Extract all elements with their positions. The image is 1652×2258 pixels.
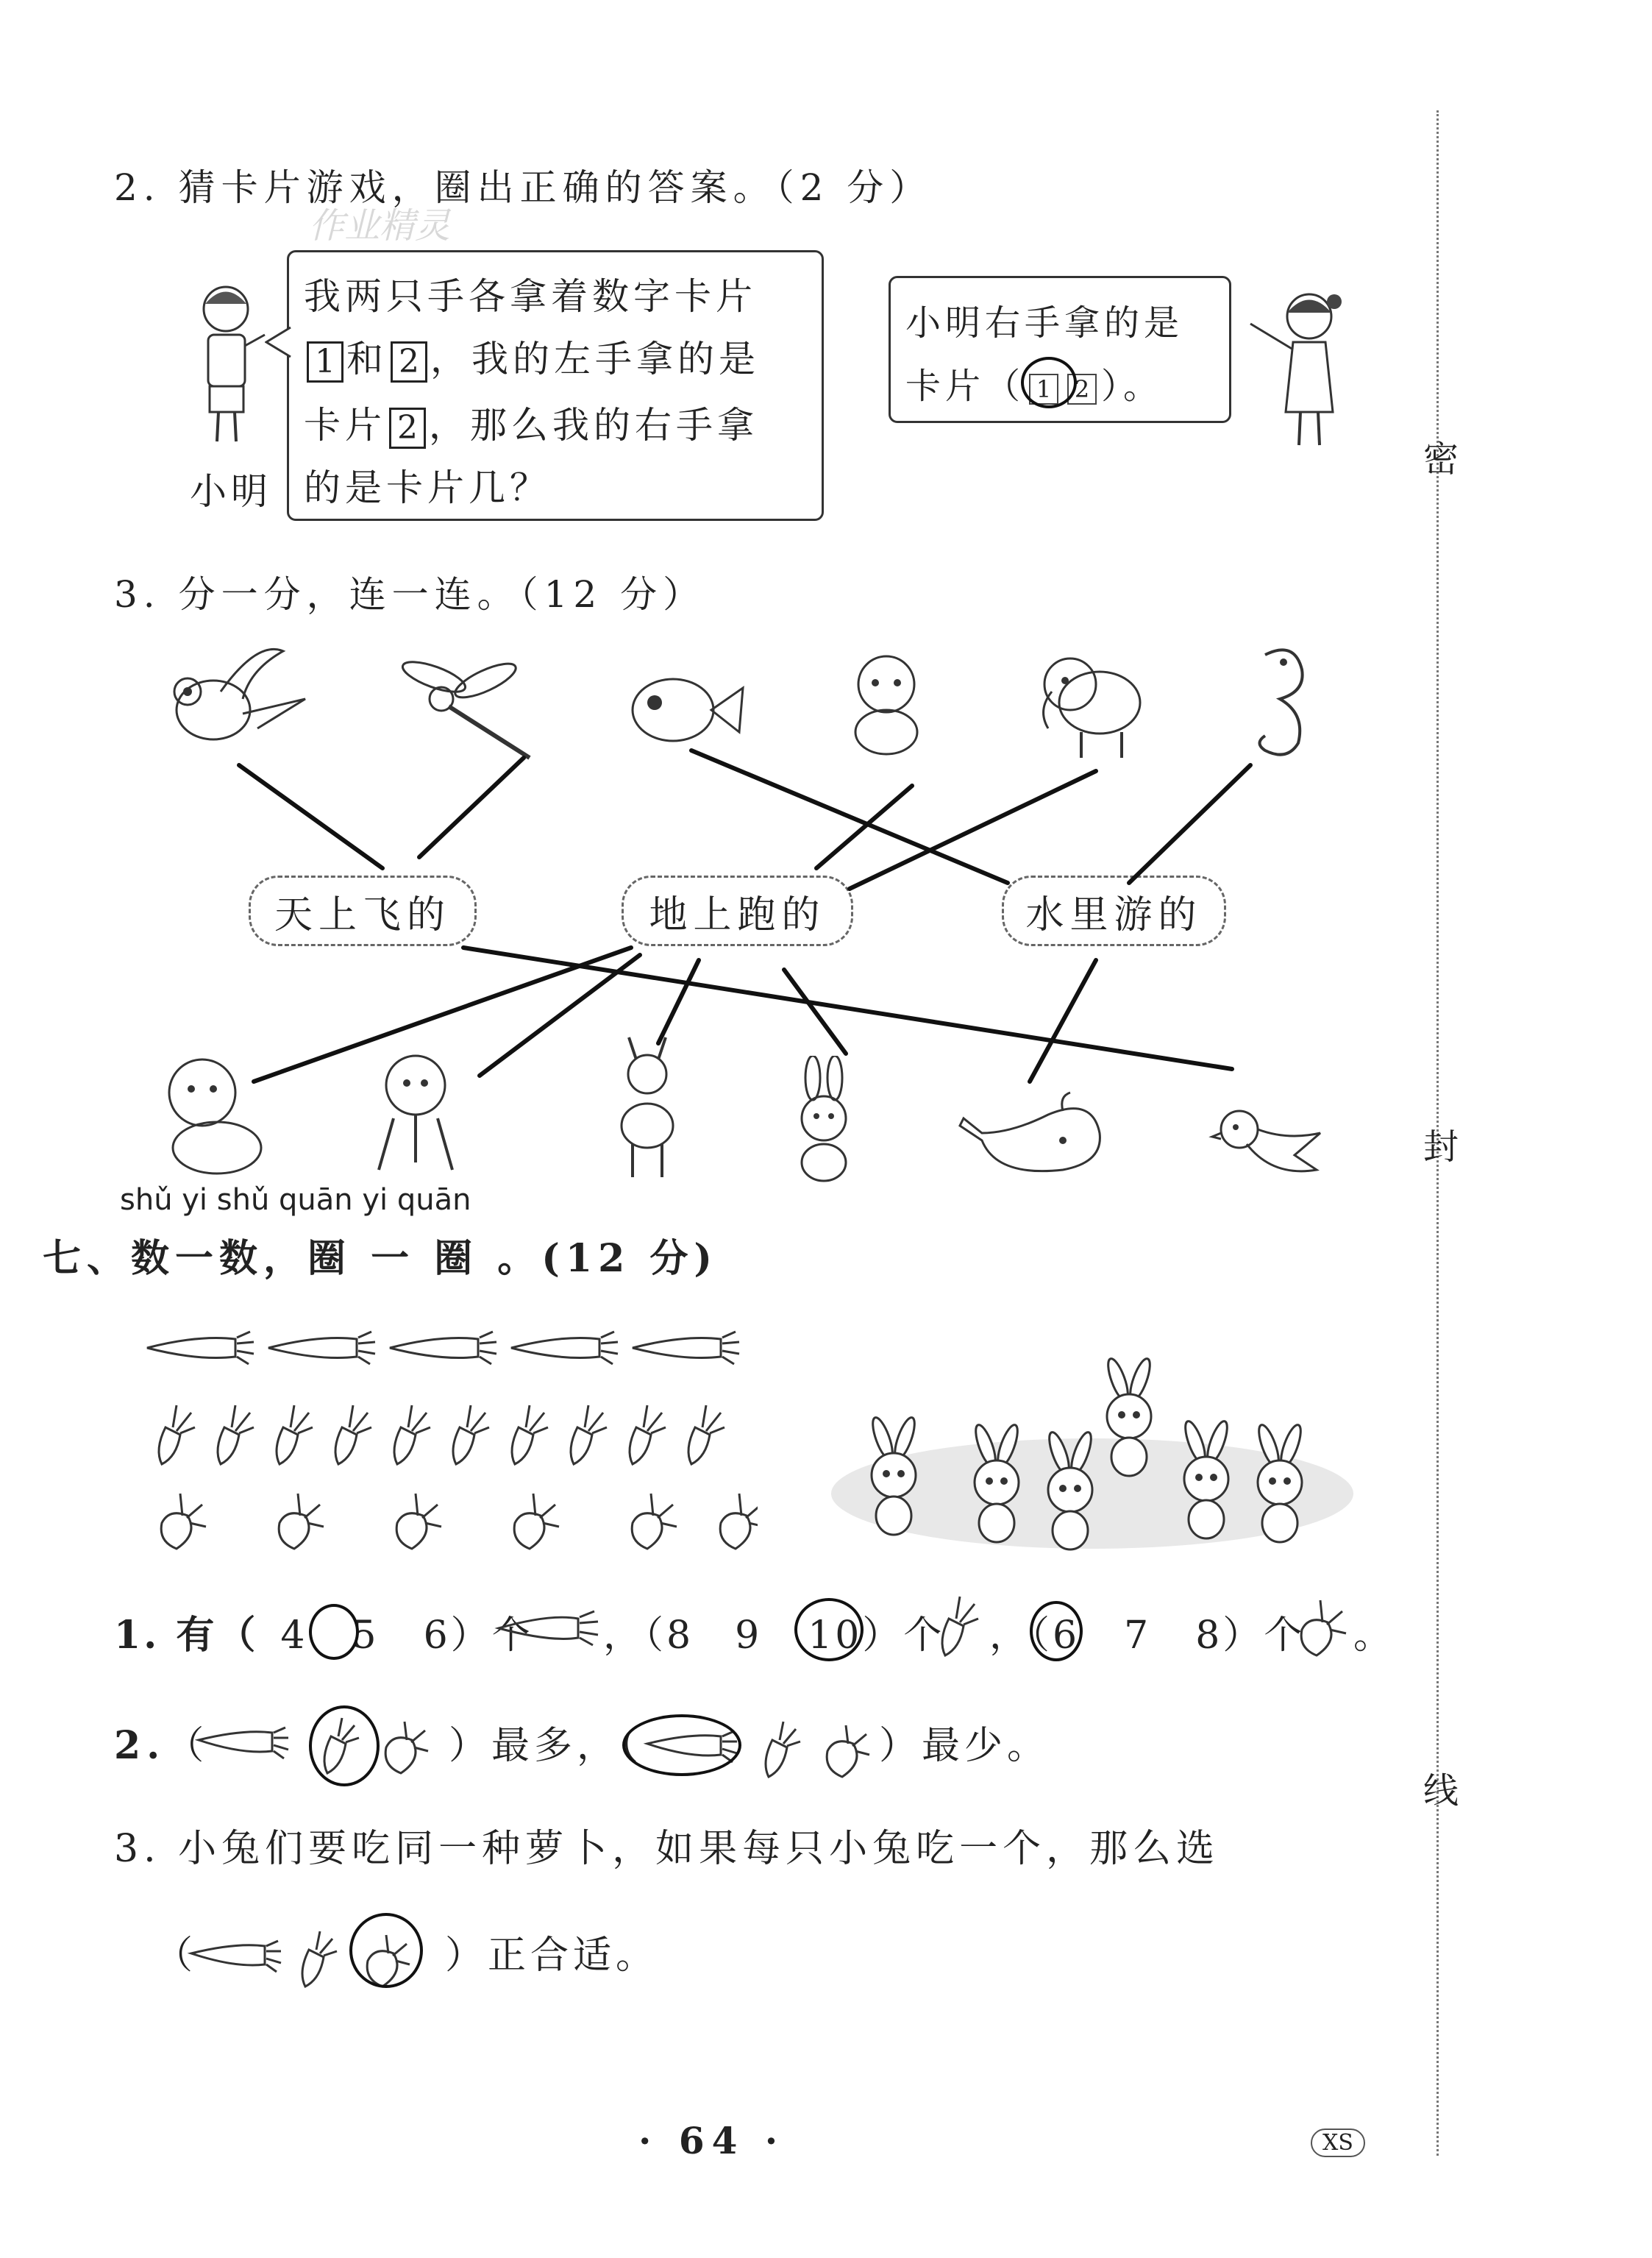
line-tiger-land: [816, 786, 912, 868]
category-water: 水里游的: [1002, 876, 1226, 946]
circle-most: [309, 1705, 380, 1786]
footer-tag: XS: [1311, 2129, 1365, 2157]
slim-carrot-6: [453, 1405, 489, 1464]
line-seahorse-water: [1129, 765, 1250, 883]
boy-line-2: 1 和 2 ，我的左手拿的是: [304, 330, 760, 383]
circle-least: [622, 1714, 741, 1776]
long-carrot-1: [147, 1332, 254, 1364]
card-2-left: 2: [389, 408, 426, 449]
slim-carrot-4: [335, 1405, 371, 1464]
category-sky: 天上飞的: [249, 876, 477, 946]
s7-q2-most: ）最多，（: [449, 1724, 644, 1768]
s7-q1-part3: ，（6 7 8）个: [989, 1613, 1306, 1658]
round-carrot-3: [396, 1494, 441, 1549]
slim-carrot-5: [394, 1405, 430, 1464]
card-2: 2: [391, 341, 427, 383]
circle-answer-6: [1030, 1601, 1083, 1661]
side-label-xian: 线: [1423, 1770, 1459, 1811]
girl-line-2: 卡片（ 1 2 ）。: [905, 366, 1164, 407]
q1-circled-10: 10: [808, 1613, 863, 1658]
boy-line-1: 我两只手各拿着数字卡片: [304, 275, 757, 318]
watermark: 作业精灵: [309, 205, 451, 246]
slim-carrot-9: [630, 1405, 666, 1464]
q1-slim-carrot-icon: [930, 1589, 989, 1663]
answer-card: 1: [1029, 374, 1058, 405]
page-number: · 64 ·: [638, 2119, 786, 2162]
slim-carrot-10: [688, 1405, 724, 1464]
card-1: 1: [307, 341, 343, 383]
round-carrot-2: [279, 1494, 324, 1549]
side-label-feng: 封: [1423, 1126, 1459, 1168]
slim-carrot-1: [159, 1405, 195, 1464]
bunny-2: [972, 1423, 1021, 1542]
boy-line-3: 卡片 2 ，那么我的右手拿: [304, 396, 758, 449]
section7-pinyin: shǔ yi shǔ quān yi quān: [120, 1183, 471, 1217]
section7-title: 七、数一数，圈 一 圈 。(12 分): [43, 1236, 718, 1281]
s7-q1-part2: ，（8 9 10）个: [603, 1613, 945, 1658]
slim-carrot-3: [277, 1405, 313, 1464]
q2-title: 2. 猜卡片游戏，圈出正确的答案。（2 分）: [114, 166, 933, 209]
round-carrot-5: [632, 1494, 677, 1549]
q1-circled-5: 5: [352, 1613, 380, 1658]
circle-q3-answer: [349, 1913, 423, 1988]
s7-q1-end: 。: [1353, 1613, 1398, 1658]
bunny-6: [1255, 1423, 1304, 1542]
line-bird-sky: [239, 765, 382, 868]
s7-q2-least: ）最少。: [879, 1724, 1050, 1768]
slim-carrot-7: [512, 1405, 548, 1464]
slim-carrot-2: [218, 1405, 254, 1464]
boy-name: 小明: [190, 470, 272, 513]
q1-long-carrot-icon: [491, 1610, 609, 1647]
circle-answer-10: [794, 1598, 864, 1661]
line-dragonfly-sky: [419, 758, 524, 857]
round-carrot-6: [720, 1494, 758, 1549]
line-fish-water: [691, 750, 1008, 883]
s7-q1: 1. 有（ 4 5 6）个: [114, 1613, 533, 1658]
q1-round-carrot-icon: [1295, 1589, 1361, 1663]
s7-q3-line2: ）正合适。: [445, 1934, 659, 1978]
line-water-whale: [1030, 960, 1096, 1082]
circle-answer-5: [309, 1604, 359, 1660]
line-land-rabbit: [784, 970, 846, 1054]
long-carrot-3: [390, 1332, 496, 1364]
side-label-mi: 密: [1423, 439, 1459, 480]
line-land-dog: [254, 948, 631, 1082]
bunny-4: [1104, 1357, 1153, 1476]
s7-q3-line2-open: （: [154, 1934, 199, 1978]
s7-q3-line1: 3. 小兔们要吃同一种萝卜，如果每只小兔吃一个，那么选: [114, 1827, 1220, 1871]
round-carrot-4: [514, 1494, 559, 1549]
long-carrot-5: [633, 1332, 739, 1364]
q1-circled-6: 6: [1053, 1613, 1080, 1658]
slim-carrot-8: [571, 1405, 607, 1464]
round-carrot-1: [161, 1494, 206, 1549]
carrot-rows: [132, 1324, 758, 1560]
line-land-deer: [658, 960, 699, 1043]
q3-title: 3. 分一分，连一连。（12 分）: [114, 573, 706, 616]
bunny-1: [869, 1416, 918, 1535]
other-card: 2: [1067, 374, 1097, 405]
girl-line-1: 小明右手拿的是: [905, 302, 1184, 344]
s7-q2: 2.（: [114, 1723, 210, 1768]
long-carrot-2: [268, 1332, 375, 1364]
category-land: 地上跑的: [622, 876, 853, 946]
long-carrot-4: [511, 1332, 618, 1364]
boy-line-4: 的是卡片几？: [304, 466, 551, 509]
bunny-5: [1181, 1419, 1231, 1538]
rabbits-on-grass: [827, 1310, 1357, 1552]
